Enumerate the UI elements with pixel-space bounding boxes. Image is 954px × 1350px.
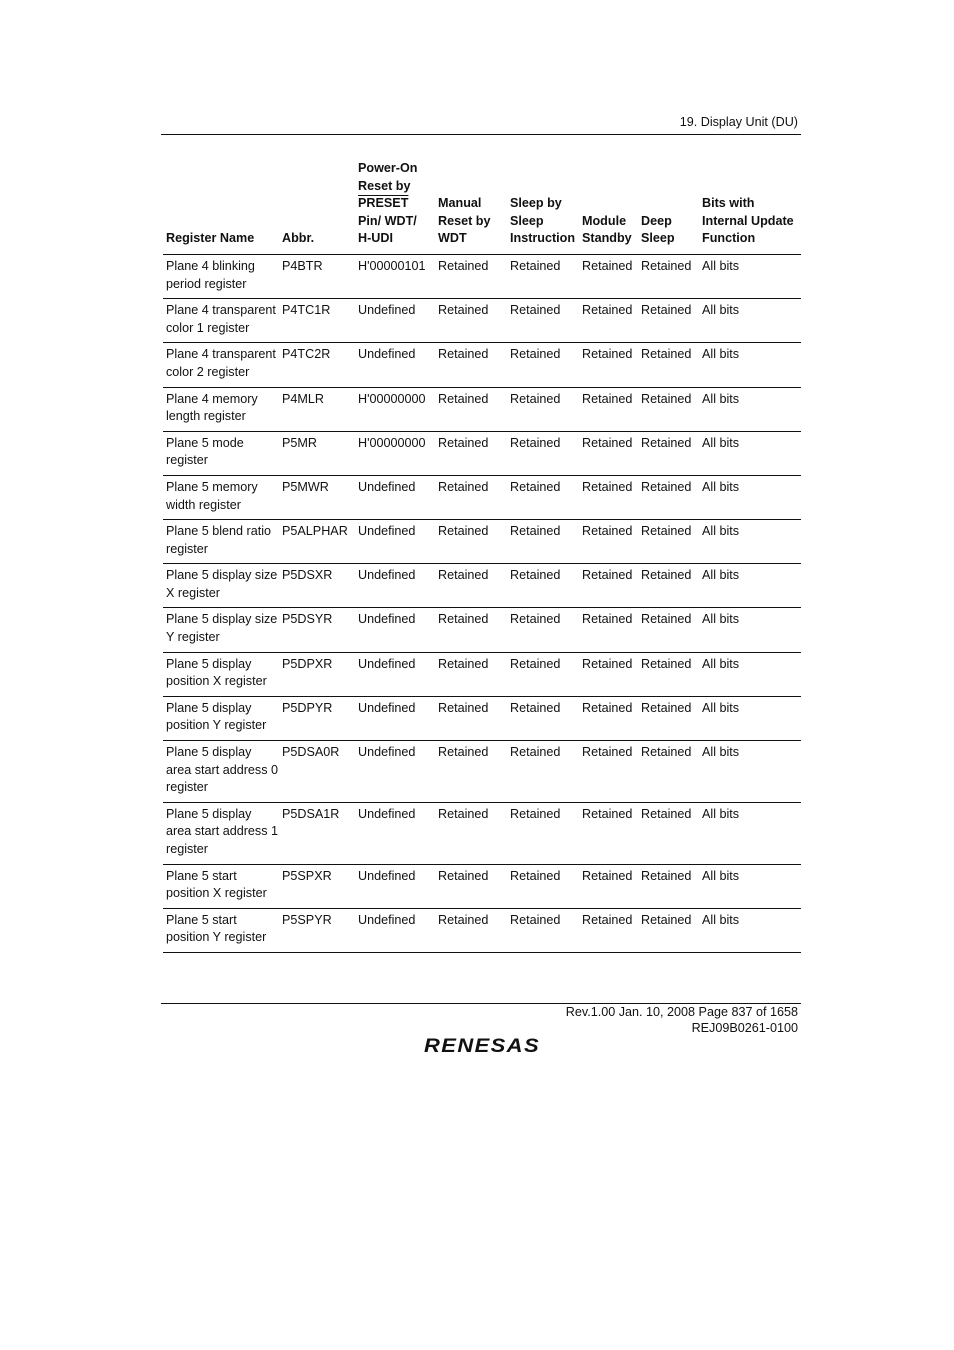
- abbr-cell: P5DSYR: [279, 608, 355, 652]
- header-line: PRESET: [358, 196, 409, 211]
- sleep-instruction-cell: Retained: [507, 652, 579, 696]
- table-row: [163, 387, 801, 431]
- module-standby-cell: Retained: [579, 254, 638, 298]
- col-manual-reset-header: [435, 160, 507, 254]
- sleep-instruction-cell: Retained: [507, 387, 579, 431]
- module-standby-cell: Retained: [579, 652, 638, 696]
- register-name-cell: Plane 5 display position Y register: [163, 696, 279, 740]
- module-standby-cell: Retained: [579, 564, 638, 608]
- header-line: Internal Update: [702, 213, 794, 228]
- deep-sleep-cell: Retained: [638, 696, 699, 740]
- deep-sleep-cell: Retained: [638, 343, 699, 387]
- header-line: Pin/ WDT/: [358, 213, 417, 228]
- logo-wordmark: RENESAS: [424, 1036, 540, 1055]
- manual-reset-cell: Retained: [435, 741, 507, 803]
- manual-reset-cell: Retained: [435, 475, 507, 519]
- power-on-reset-cell: Undefined: [355, 299, 435, 343]
- manual-reset-cell: Retained: [435, 254, 507, 298]
- manual-reset-cell: Retained: [435, 299, 507, 343]
- power-on-reset-cell: Undefined: [355, 696, 435, 740]
- power-on-reset-cell: Undefined: [355, 608, 435, 652]
- table-row: [163, 564, 801, 608]
- internal-update-cell: All bits: [699, 864, 801, 908]
- footer-divider: [161, 1003, 801, 1004]
- header-line: WDT: [438, 231, 467, 246]
- table-row: [163, 254, 801, 298]
- manual-reset-cell: Retained: [435, 564, 507, 608]
- module-standby-cell: Retained: [579, 741, 638, 803]
- sleep-instruction-cell: Retained: [507, 431, 579, 475]
- module-standby-cell: Retained: [579, 608, 638, 652]
- header-divider: [161, 134, 801, 135]
- register-name-cell: Plane 5 blend ratio register: [163, 520, 279, 564]
- header-line: Register Name: [166, 231, 255, 246]
- register-name-cell: Plane 5 memory width register: [163, 475, 279, 519]
- table-row: [163, 864, 801, 908]
- deep-sleep-cell: Retained: [638, 299, 699, 343]
- manual-reset-cell: Retained: [435, 908, 507, 952]
- deep-sleep-cell: Retained: [638, 908, 699, 952]
- header-line: Reset by: [358, 178, 411, 193]
- module-standby-cell: Retained: [579, 343, 638, 387]
- module-standby-cell: Retained: [579, 908, 638, 952]
- deep-sleep-cell: Retained: [638, 520, 699, 564]
- internal-update-cell: All bits: [699, 741, 801, 803]
- header-line: Deep: [641, 213, 672, 228]
- col-abbr-header: [279, 160, 355, 254]
- register-name-cell: Plane 5 display area start address 0 register: [163, 741, 279, 803]
- header-line: Power-On: [358, 161, 418, 175]
- module-standby-cell: Retained: [579, 387, 638, 431]
- power-on-reset-cell: Undefined: [355, 475, 435, 519]
- power-on-reset-cell: Undefined: [355, 741, 435, 803]
- table-row: [163, 343, 801, 387]
- power-on-reset-cell: H'00000000: [355, 431, 435, 475]
- module-standby-cell: Retained: [579, 696, 638, 740]
- sleep-instruction-cell: Retained: [507, 254, 579, 298]
- abbr-cell: P5SPXR: [279, 864, 355, 908]
- register-name-cell: Plane 4 blinking period register: [163, 254, 279, 298]
- power-on-reset-cell: Undefined: [355, 343, 435, 387]
- power-on-reset-cell: Undefined: [355, 908, 435, 952]
- sleep-instruction-cell: Retained: [507, 864, 579, 908]
- sleep-instruction-cell: Retained: [507, 343, 579, 387]
- module-standby-cell: Retained: [579, 431, 638, 475]
- power-on-reset-cell: Undefined: [355, 802, 435, 864]
- manual-reset-cell: Retained: [435, 652, 507, 696]
- internal-update-cell: All bits: [699, 475, 801, 519]
- col-register-name-header: [163, 160, 279, 254]
- manual-reset-cell: Retained: [435, 864, 507, 908]
- header-line: Module: [582, 213, 627, 228]
- manual-reset-cell: Retained: [435, 608, 507, 652]
- table-row: [163, 299, 801, 343]
- header-line: Instruction: [510, 231, 576, 246]
- col-sleep-instruction-header: [507, 160, 579, 254]
- header-line: Standby: [582, 231, 632, 246]
- document-number: REJ09B0261-0100: [691, 1020, 798, 1035]
- power-on-reset-cell: Undefined: [355, 652, 435, 696]
- manual-reset-cell: Retained: [435, 802, 507, 864]
- revision-line: Rev.1.00 Jan. 10, 2008 Page 837 of 1658: [565, 1005, 798, 1019]
- footer-info: [566, 1005, 798, 1036]
- section-header: 19. Display Unit (DU): [679, 115, 798, 129]
- sleep-instruction-cell: Retained: [507, 475, 579, 519]
- abbr-cell: P5DSA0R: [279, 741, 355, 803]
- manual-reset-cell: Retained: [435, 387, 507, 431]
- table-row: [163, 431, 801, 475]
- table-row: [163, 696, 801, 740]
- deep-sleep-cell: Retained: [638, 608, 699, 652]
- manual-reset-cell: Retained: [435, 696, 507, 740]
- power-on-reset-cell: Undefined: [355, 564, 435, 608]
- module-standby-cell: Retained: [579, 864, 638, 908]
- internal-update-cell: All bits: [699, 608, 801, 652]
- header-line: Bits with: [702, 196, 755, 211]
- table-row: [163, 802, 801, 864]
- abbr-cell: P4BTR: [279, 254, 355, 298]
- sleep-instruction-cell: Retained: [507, 802, 579, 864]
- register-name-cell: Plane 5 start position Y register: [163, 908, 279, 952]
- abbr-cell: P5DSA1R: [279, 802, 355, 864]
- header-line: Manual: [438, 196, 482, 211]
- sleep-instruction-cell: Retained: [507, 696, 579, 740]
- table-header-row: [163, 160, 801, 254]
- abbr-cell: P4TC1R: [279, 299, 355, 343]
- deep-sleep-cell: Retained: [638, 254, 699, 298]
- abbr-cell: P5DPXR: [279, 652, 355, 696]
- col-module-standby-header: [579, 160, 638, 254]
- power-on-reset-cell: H'00000101: [355, 254, 435, 298]
- module-standby-cell: Retained: [579, 520, 638, 564]
- sleep-instruction-cell: Retained: [507, 520, 579, 564]
- sleep-instruction-cell: Retained: [507, 608, 579, 652]
- col-deep-sleep-header: [638, 160, 699, 254]
- manual-reset-cell: Retained: [435, 520, 507, 564]
- abbr-cell: P4TC2R: [279, 343, 355, 387]
- internal-update-cell: All bits: [699, 564, 801, 608]
- table-row: [163, 608, 801, 652]
- register-name-cell: Plane 4 memory length register: [163, 387, 279, 431]
- table-row: [163, 475, 801, 519]
- deep-sleep-cell: Retained: [638, 802, 699, 864]
- register-name-cell: Plane 5 display area start address 1 register: [163, 802, 279, 864]
- table-row: [163, 652, 801, 696]
- col-internal-update-header: [699, 160, 801, 254]
- sleep-instruction-cell: Retained: [507, 564, 579, 608]
- deep-sleep-cell: Retained: [638, 475, 699, 519]
- register-name-cell: Plane 5 display size Y register: [163, 608, 279, 652]
- power-on-reset-cell: H'00000000: [355, 387, 435, 431]
- table-row: [163, 520, 801, 564]
- internal-update-cell: All bits: [699, 696, 801, 740]
- abbr-cell: P5DSXR: [279, 564, 355, 608]
- internal-update-cell: All bits: [699, 520, 801, 564]
- register-name-cell: Plane 5 mode register: [163, 431, 279, 475]
- sleep-instruction-cell: Retained: [507, 299, 579, 343]
- col-power-on-reset-header: [355, 160, 435, 254]
- register-name-cell: Plane 4 transparent color 1 register: [163, 299, 279, 343]
- renesas-logo: [424, 1035, 542, 1055]
- table-body: [163, 254, 801, 952]
- internal-update-cell: All bits: [699, 802, 801, 864]
- register-state-table: [163, 160, 801, 953]
- manual-reset-cell: Retained: [435, 431, 507, 475]
- internal-update-cell: All bits: [699, 431, 801, 475]
- header-line: Sleep by: [510, 196, 562, 211]
- sleep-instruction-cell: Retained: [507, 908, 579, 952]
- internal-update-cell: All bits: [699, 652, 801, 696]
- module-standby-cell: Retained: [579, 802, 638, 864]
- abbr-cell: P5DPYR: [279, 696, 355, 740]
- register-name-cell: Plane 5 display position X register: [163, 652, 279, 696]
- abbr-cell: P5MWR: [279, 475, 355, 519]
- module-standby-cell: Retained: [579, 299, 638, 343]
- header-line: Sleep: [641, 231, 675, 246]
- header-line: H-UDI: [358, 231, 393, 246]
- manual-reset-cell: Retained: [435, 343, 507, 387]
- deep-sleep-cell: Retained: [638, 564, 699, 608]
- internal-update-cell: All bits: [699, 299, 801, 343]
- header-line: Sleep: [510, 213, 544, 228]
- power-on-reset-cell: Undefined: [355, 520, 435, 564]
- deep-sleep-cell: Retained: [638, 864, 699, 908]
- register-name-cell: Plane 5 start position X register: [163, 864, 279, 908]
- deep-sleep-cell: Retained: [638, 652, 699, 696]
- header-line: Abbr.: [282, 231, 315, 246]
- abbr-cell: P4MLR: [279, 387, 355, 431]
- power-on-reset-cell: Undefined: [355, 864, 435, 908]
- deep-sleep-cell: Retained: [638, 387, 699, 431]
- abbr-cell: P5SPYR: [279, 908, 355, 952]
- internal-update-cell: All bits: [699, 908, 801, 952]
- header-line: Function: [702, 231, 756, 246]
- internal-update-cell: All bits: [699, 387, 801, 431]
- internal-update-cell: All bits: [699, 343, 801, 387]
- internal-update-cell: All bits: [699, 254, 801, 298]
- header-line: Reset by: [438, 213, 491, 228]
- sleep-instruction-cell: Retained: [507, 741, 579, 803]
- register-name-cell: Plane 5 display size X register: [163, 564, 279, 608]
- module-standby-cell: Retained: [579, 475, 638, 519]
- table-row: [163, 908, 801, 952]
- abbr-cell: P5ALPHAR: [279, 520, 355, 564]
- register-name-cell: Plane 4 transparent color 2 register: [163, 343, 279, 387]
- table-row: [163, 741, 801, 803]
- abbr-cell: P5MR: [279, 431, 355, 475]
- deep-sleep-cell: Retained: [638, 431, 699, 475]
- deep-sleep-cell: Retained: [638, 741, 699, 803]
